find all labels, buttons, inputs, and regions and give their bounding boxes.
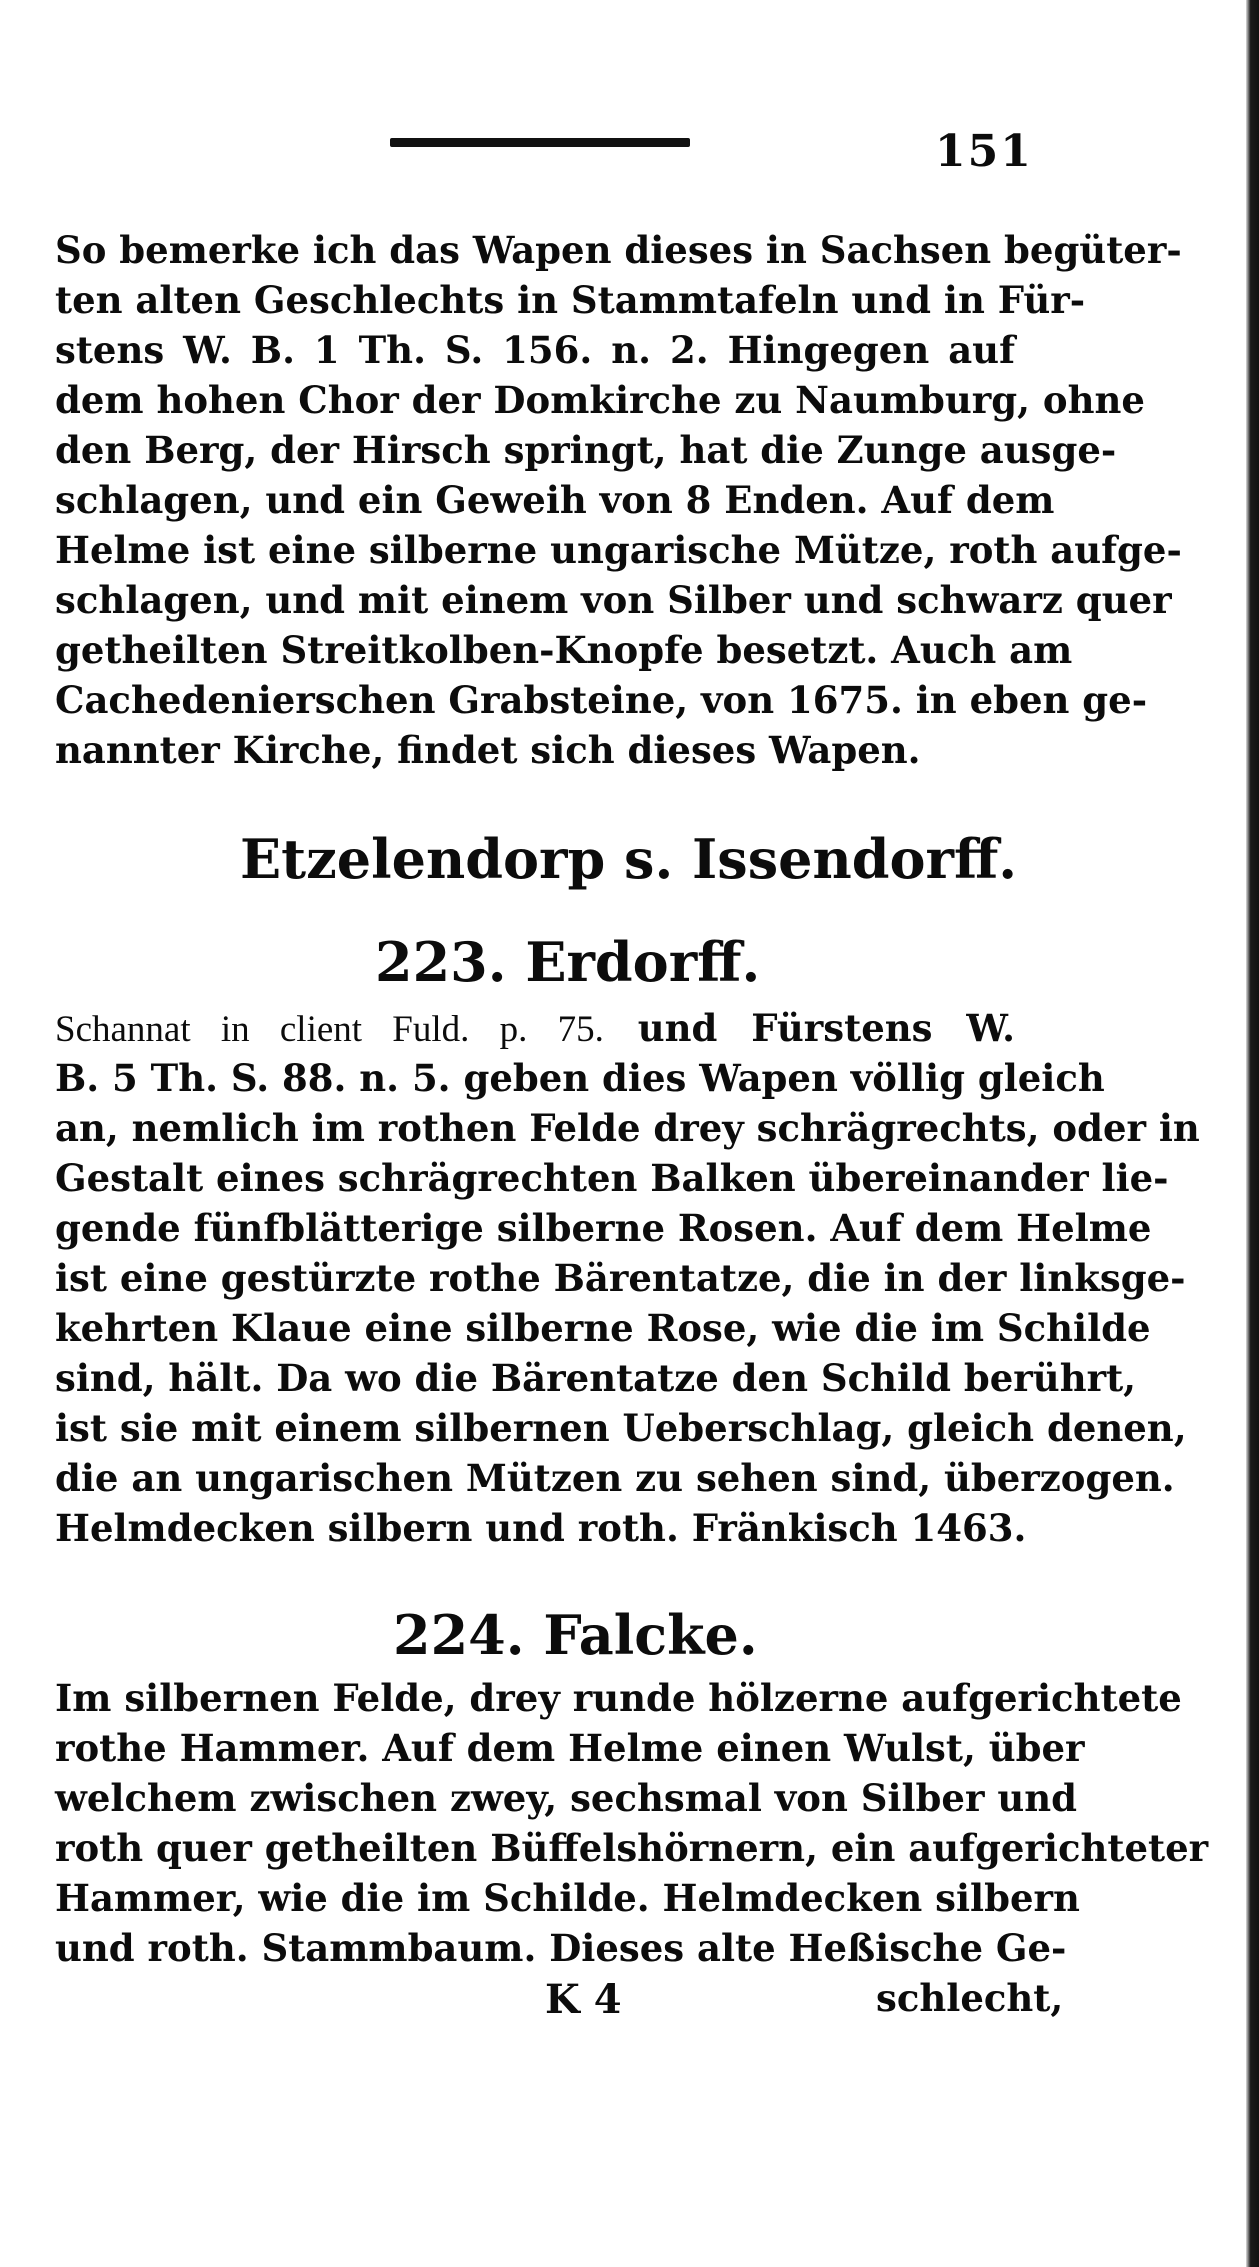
erdorff-line-1 — [55, 1006, 1016, 1050]
intro-line-5: den Berg, der Hirsch springt, hat die Zunge ausge- — [55, 428, 1117, 472]
falcke-line-3: welchem zwischen zwey, sechsmal von Silber und — [55, 1776, 1078, 1820]
erdorff-line-8: sind, hält. Da wo die Bärentatze den Schild berührt, — [55, 1356, 1137, 1400]
erdorff-line-1-rest: und Fürstens W. — [637, 1006, 1016, 1050]
page-number: 151 — [935, 126, 1033, 177]
erdorff-line-3: an, nemlich im rothen Felde drey schrägrechts, oder in — [55, 1106, 1200, 1150]
catchword: schlecht, — [876, 1976, 1064, 2020]
intro-line-8: schlagen, und mit einem von Silber und schwarz quer — [55, 578, 1172, 622]
falcke-line-6: und roth. Stammbaum. Dieses alte Heßische Ge- — [55, 1926, 1067, 1970]
intro-line-4: dem hohen Chor der Domkirche zu Naumburg, ohne — [55, 378, 1145, 422]
erdorff-line-2: B. 5 Th. S. 88. n. 5. geben dies Wapen völlig gleich — [55, 1056, 1105, 1100]
section-heading-etzelendorp: Etzelendorp s. Issendorff. — [240, 827, 1018, 891]
erdorff-line-9: ist sie mit einem silbernen Ueberschlag, gleich denen, — [55, 1406, 1187, 1450]
intro-line-6: schlagen, und ein Geweih von 8 Enden. Auf dem — [55, 478, 1055, 522]
erdorff-line-4: Gestalt eines schrägrechten Balken übereinander lie- — [55, 1156, 1169, 1200]
erdorff-line-11: Helmdecken silbern und roth. Fränkisch 1463. — [55, 1506, 1027, 1550]
intro-line-1: So bemerke ich das Wapen dieses in Sachsen begüter- — [55, 228, 1182, 272]
intro-line-10: Cachedenierschen Grabsteine, von 1675. in eben ge- — [55, 678, 1148, 722]
signature-mark: K 4 — [545, 1976, 622, 2023]
page-edge-shadow — [1246, 0, 1259, 2267]
header-rule — [390, 138, 690, 147]
erdorff-line-5: gende fünfblätterige silberne Rosen. Auf dem Helme — [55, 1206, 1152, 1250]
falcke-line-2: rothe Hammer. Auf dem Helme einen Wulst, über — [55, 1726, 1085, 1770]
falcke-line-1: Im silbernen Felde, drey runde hölzerne aufgerichtete — [55, 1676, 1182, 1720]
intro-line-11: nannter Kirche, findet sich dieses Wapen. — [55, 728, 921, 772]
erdorff-latin-citation: Schannat in client Fuld. p. 75. — [55, 1009, 604, 1050]
erdorff-line-10: die an ungarischen Mützen zu sehen sind, überzogen. — [55, 1456, 1175, 1500]
falcke-line-4: roth quer getheilten Büffelshörnern, ein aufgerichteter — [55, 1826, 1209, 1870]
intro-line-3: stens W. B. 1 Th. S. 156. n. 2. Hingegen auf — [55, 328, 1015, 372]
erdorff-line-6: ist eine gestürzte rothe Bärentatze, die in der linksge- — [55, 1256, 1186, 1300]
intro-line-7: Helme ist eine silberne ungarische Mütze, roth aufge- — [55, 528, 1182, 572]
falcke-line-5: Hammer, wie die im Schilde. Helmdecken silbern — [55, 1876, 1080, 1920]
erdorff-line-7: kehrten Klaue eine silberne Rose, wie die im Schilde — [55, 1306, 1151, 1350]
section-heading-223-erdorff: 223. Erdorff. — [375, 930, 761, 994]
intro-line-9: getheilten Streitkolben-Knopfe besetzt. Auch am — [55, 628, 1073, 672]
intro-line-2: ten alten Geschlechts in Stammtafeln und in Für- — [55, 278, 1086, 322]
section-heading-224-falcke: 224. Falcke. — [393, 1603, 758, 1667]
